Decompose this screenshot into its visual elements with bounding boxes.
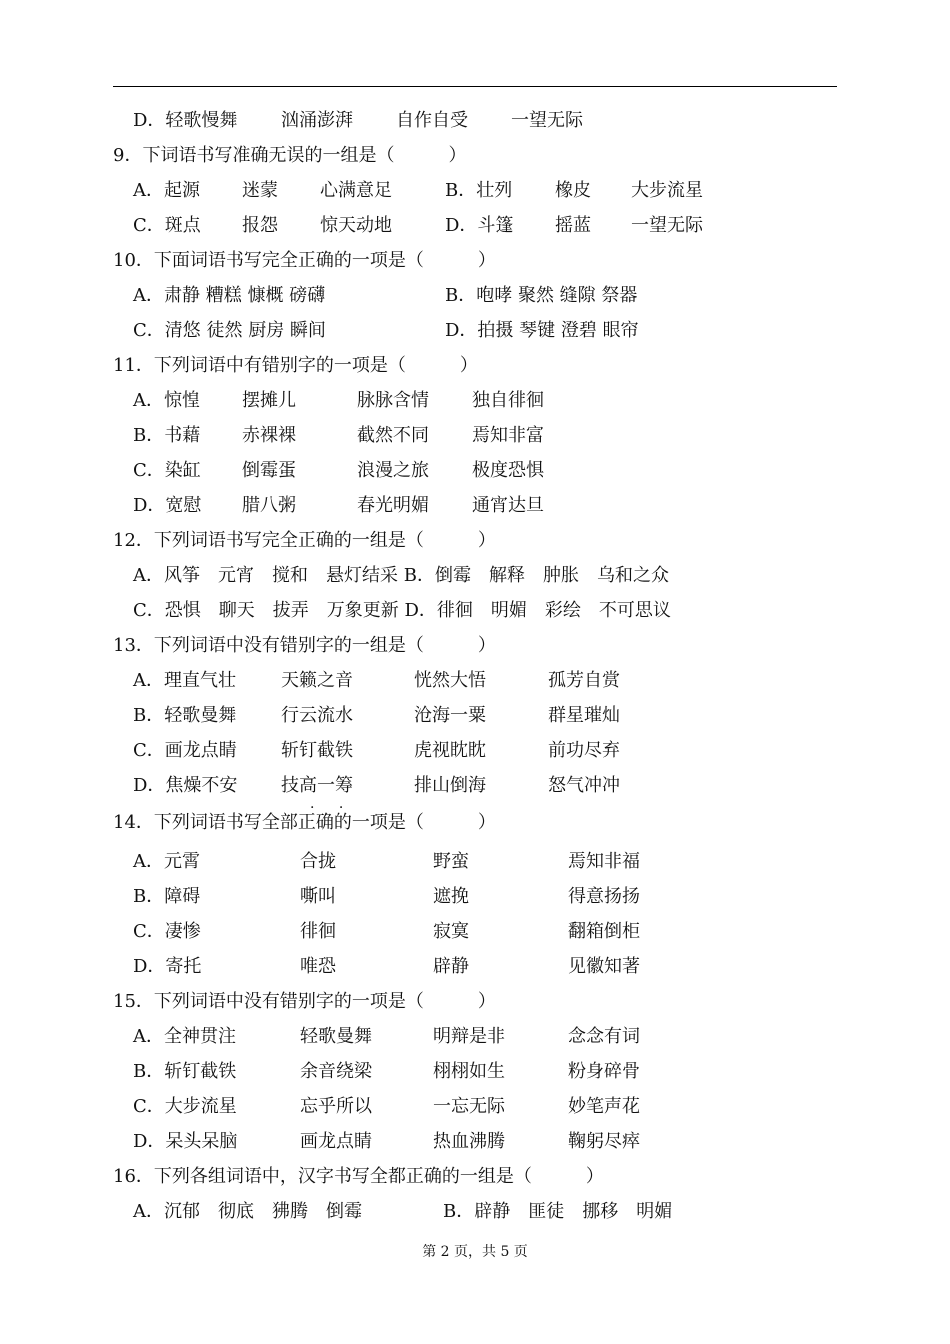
text-cell: 大步流星 bbox=[631, 180, 703, 201]
text-cell: 极度恐惧 bbox=[472, 460, 544, 481]
option-line bbox=[0, 1127, 950, 1157]
text-cell: 辟静 bbox=[433, 956, 469, 977]
text-cell: A．沉郁 彻底 狒腾 倒霉 bbox=[133, 1201, 362, 1222]
option-line bbox=[0, 211, 950, 241]
text-cell: 报怨 bbox=[242, 215, 278, 236]
text-cell: B．障碍 bbox=[133, 886, 201, 907]
text-cell: 惊天动地 bbox=[320, 215, 392, 236]
text-cell: 遮挽 bbox=[433, 886, 469, 907]
text-cell: 嘶叫 bbox=[300, 886, 336, 907]
text-cell: 摇蓝 bbox=[555, 215, 591, 236]
text-cell: 心满意足 bbox=[320, 180, 392, 201]
text-cell: C．恐惧 聊天 拔弄 万象更新 D．徘徊 明媚 彩绘 不可思议 bbox=[133, 600, 671, 621]
header-rule bbox=[113, 86, 837, 87]
text-cell: 赤裸裸 bbox=[242, 425, 296, 446]
text-cell: D．寄托 bbox=[133, 956, 202, 977]
text-cell: 脉脉含情 bbox=[357, 390, 429, 411]
text-cell: 怒气冲冲 bbox=[548, 775, 620, 796]
text-cell: 野蛮 bbox=[433, 851, 469, 872]
text-cell: 见徽知著 bbox=[568, 956, 640, 977]
text-cell: C．斑点 bbox=[133, 215, 201, 236]
option-line bbox=[0, 596, 950, 626]
text-cell: 画龙点睛 bbox=[300, 1131, 372, 1152]
emphasis-dots: · · bbox=[310, 800, 354, 816]
option-line bbox=[0, 456, 950, 486]
text-cell: 栩栩如生 bbox=[433, 1061, 505, 1082]
text-cell: B．辟静 匪徒 挪移 明媚 bbox=[443, 1201, 673, 1222]
question-line bbox=[0, 141, 950, 171]
text-cell: C．画龙点睛 bbox=[133, 740, 237, 761]
text-cell: 春光明媚 bbox=[357, 495, 429, 516]
option-line bbox=[0, 1022, 950, 1052]
option-line bbox=[0, 281, 950, 311]
option-line bbox=[0, 176, 950, 206]
text-cell: A．惊惶 bbox=[133, 390, 200, 411]
text-cell: 寂寞 bbox=[433, 921, 469, 942]
question-line bbox=[0, 246, 950, 276]
text-cell: D．轻歌慢舞 bbox=[133, 110, 238, 131]
text-cell: 独自徘徊 bbox=[472, 390, 544, 411]
text-cell: 排山倒海 bbox=[414, 775, 486, 796]
text-cell: D．拍摄 琴键 澄碧 眼帘 bbox=[445, 320, 639, 341]
text-cell: 行云流水 bbox=[281, 705, 353, 726]
option-line bbox=[0, 561, 950, 591]
text-cell: 汹涌澎湃 bbox=[281, 110, 353, 131]
text-cell: 10．下面词语书写完全正确的一项是（ ） bbox=[113, 250, 496, 271]
text-cell: 焉知非富 bbox=[472, 425, 544, 446]
page-footer: 第 2 页，共 5 页 bbox=[422, 1244, 528, 1260]
question-line bbox=[0, 526, 950, 556]
option-line bbox=[0, 771, 950, 801]
text-cell: 11．下列词语中有错别字的一项是（ ） bbox=[113, 355, 478, 376]
text-cell: 截然不同 bbox=[357, 425, 429, 446]
text-cell: A．元霄 bbox=[133, 851, 200, 872]
option-line bbox=[0, 666, 950, 696]
option-line bbox=[0, 1197, 950, 1227]
text-cell: 斩钉截铁 bbox=[281, 740, 353, 761]
text-cell: C．清悠 徒然 厨房 瞬间 bbox=[133, 320, 326, 341]
text-cell: 橡皮 bbox=[555, 180, 591, 201]
text-cell: 焉知非福 bbox=[568, 851, 640, 872]
text-cell: D．焦燥不安 bbox=[133, 775, 238, 796]
text-cell: 合拢 bbox=[300, 851, 336, 872]
option-line bbox=[0, 491, 950, 521]
option-line bbox=[0, 736, 950, 766]
text-cell: 妙笔声花 bbox=[568, 1096, 640, 1117]
option-line bbox=[0, 952, 950, 982]
text-cell: 得意扬扬 bbox=[568, 886, 640, 907]
text-cell: 自作自受 bbox=[396, 110, 468, 131]
text-cell: 虎视眈眈 bbox=[414, 740, 486, 761]
text-cell: 忘乎所以 bbox=[300, 1096, 372, 1117]
text-cell: 明辩是非 bbox=[433, 1026, 505, 1047]
option-line bbox=[0, 1092, 950, 1122]
text-cell: 余音绕梁 bbox=[300, 1061, 372, 1082]
text-cell: B．壮列 bbox=[445, 180, 513, 201]
option-line bbox=[0, 917, 950, 947]
text-cell: 腊八粥 bbox=[242, 495, 296, 516]
text-cell: 群星璀灿 bbox=[548, 705, 620, 726]
option-line bbox=[0, 701, 950, 731]
text-cell: 14．下列词语书写全部正确的一项是（ ） bbox=[113, 812, 496, 833]
text-cell: 孤芳自赏 bbox=[548, 670, 620, 691]
text-cell: D．呆头呆脑 bbox=[133, 1131, 238, 1152]
text-cell: 一望无际 bbox=[631, 215, 703, 236]
text-cell: B．斩钉截铁 bbox=[133, 1061, 237, 1082]
text-cell: C．大步流星 bbox=[133, 1096, 237, 1117]
option-line bbox=[0, 1057, 950, 1087]
text-cell: 迷蒙 bbox=[242, 180, 278, 201]
question-line bbox=[0, 987, 950, 1017]
question-line bbox=[0, 351, 950, 381]
text-cell: A．全神贯注 bbox=[133, 1026, 236, 1047]
text-cell: 恍然大悟 bbox=[414, 670, 486, 691]
text-cell: 技高一筹 bbox=[281, 775, 353, 796]
text-cell: A．风筝 元宵 搅和 悬灯结采 B．倒霉 解释 肿胀 乌和之众 bbox=[133, 565, 669, 586]
question-line bbox=[0, 631, 950, 661]
text-cell: 12．下列词语书写完全正确的一组是（ ） bbox=[113, 530, 496, 551]
text-cell: 热血沸腾 bbox=[433, 1131, 505, 1152]
text-cell: 徘徊 bbox=[300, 921, 336, 942]
text-cell: 天籁之音 bbox=[281, 670, 353, 691]
text-cell: 翻箱倒柜 bbox=[568, 921, 640, 942]
text-cell: 倒霉蛋 bbox=[242, 460, 296, 481]
text-cell: A．理直气壮 bbox=[133, 670, 236, 691]
option-line bbox=[0, 882, 950, 912]
question-line bbox=[0, 808, 950, 838]
text-cell: D．斗篷 bbox=[445, 215, 514, 236]
question-line bbox=[0, 1162, 950, 1192]
text-cell: 13．下列词语中没有错别字的一组是（ ） bbox=[113, 635, 496, 656]
text-cell: A．起源 bbox=[133, 180, 200, 201]
text-cell: B．咆哮 聚然 缝隙 祭器 bbox=[445, 285, 638, 306]
text-cell: 前功尽弃 bbox=[548, 740, 620, 761]
text-cell: 粉身碎骨 bbox=[568, 1061, 640, 1082]
text-cell: D．宽慰 bbox=[133, 495, 202, 516]
option-line bbox=[0, 316, 950, 346]
text-cell: B．书藉 bbox=[133, 425, 201, 446]
option-line bbox=[0, 106, 950, 136]
text-cell: 一望无际 bbox=[511, 110, 583, 131]
text-cell: 通宵达旦 bbox=[472, 495, 544, 516]
text-cell: 轻歌曼舞 bbox=[300, 1026, 372, 1047]
text-cell: C．染缸 bbox=[133, 460, 201, 481]
option-line bbox=[0, 386, 950, 416]
text-cell: 唯恐 bbox=[300, 956, 336, 977]
text-cell: 一忘无际 bbox=[433, 1096, 505, 1117]
option-line bbox=[0, 421, 950, 451]
text-cell: 摆摊儿 bbox=[242, 390, 296, 411]
option-line bbox=[0, 847, 950, 877]
text-cell: 念念有词 bbox=[568, 1026, 640, 1047]
text-cell: 16．下列各组词语中，汉字书写全都正确的一组是（ ） bbox=[113, 1166, 604, 1187]
text-cell: 9．下词语书写准确无误的一组是（ ） bbox=[113, 145, 467, 166]
text-cell: 沧海一粟 bbox=[414, 705, 486, 726]
text-cell: C．凄惨 bbox=[133, 921, 201, 942]
text-cell: B．轻歌曼舞 bbox=[133, 705, 237, 726]
text-cell: 15．下列词语中没有错别字的一项是（ ） bbox=[113, 991, 496, 1012]
text-cell: 鞠躬尽瘁 bbox=[568, 1131, 640, 1152]
text-cell: 浪漫之旅 bbox=[357, 460, 429, 481]
text-cell: A．肃静 糟糕 慷概 磅礴 bbox=[133, 285, 326, 306]
